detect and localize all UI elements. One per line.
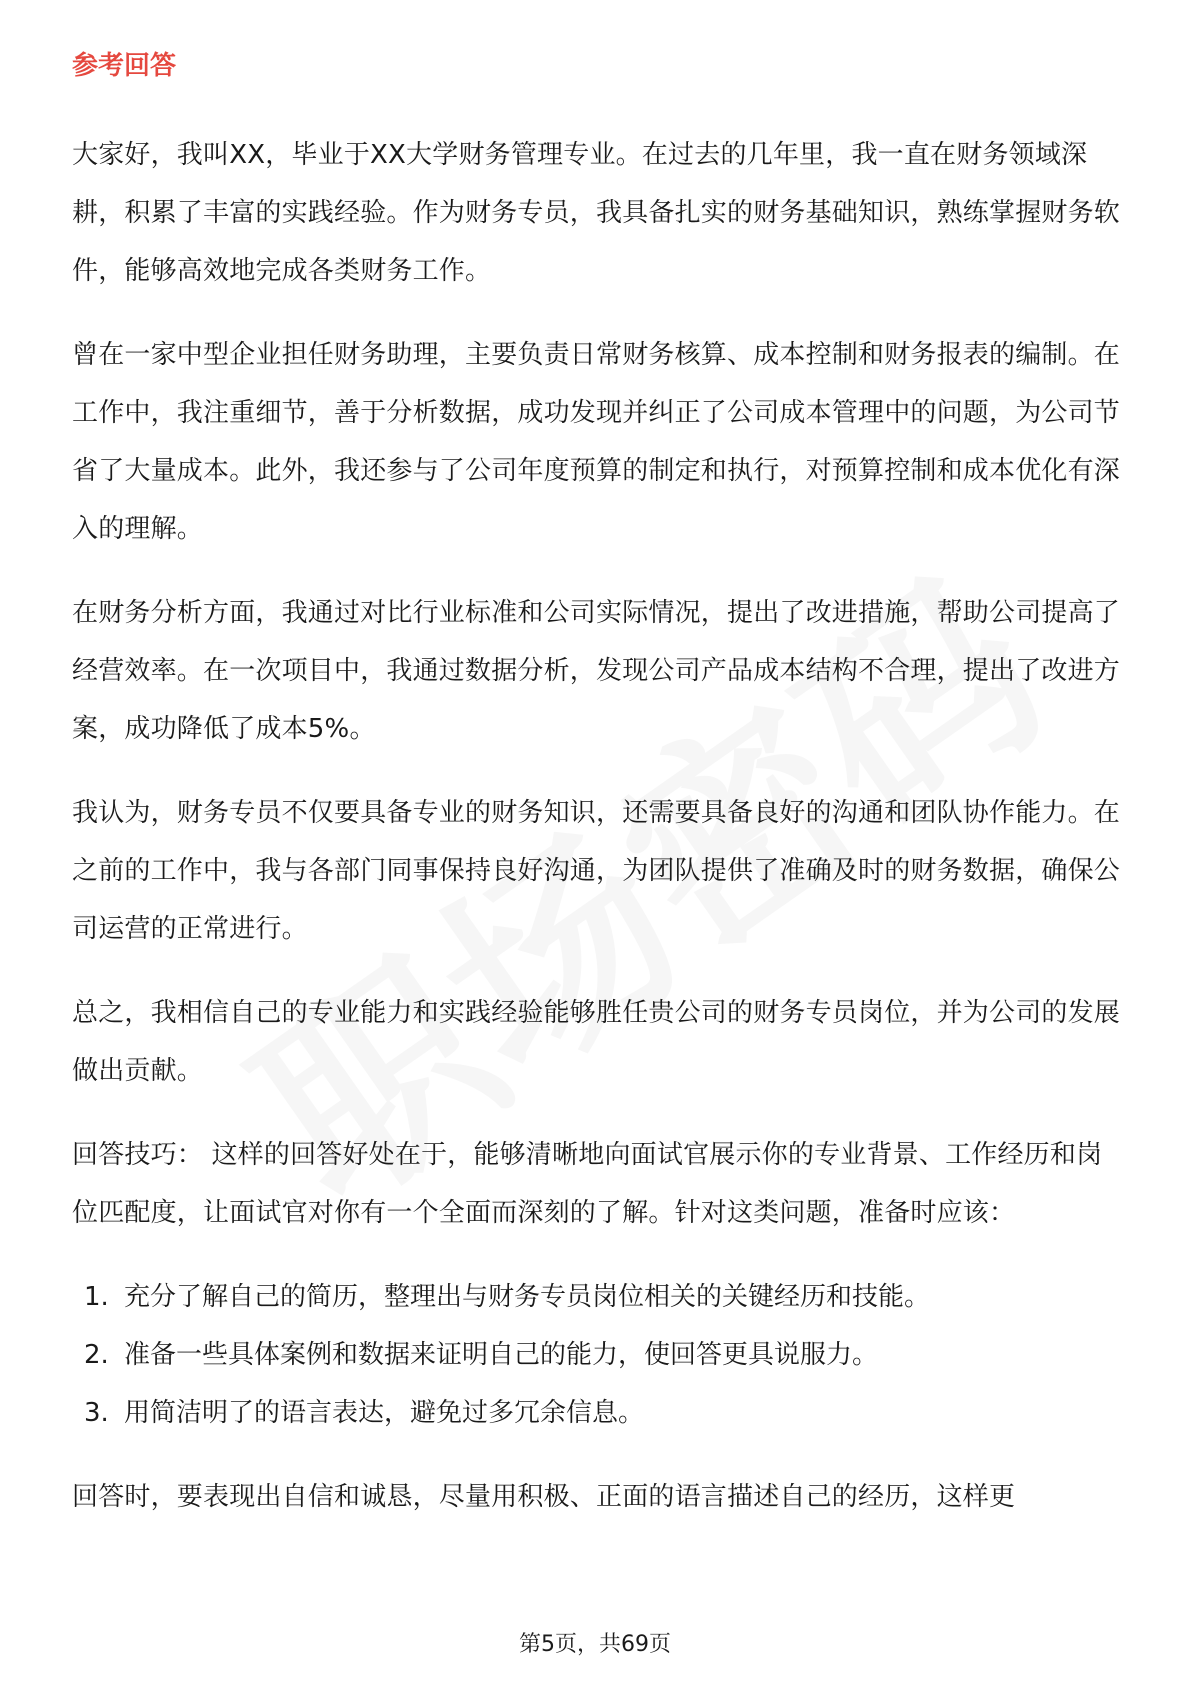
list-item (84, 1326, 1122, 1384)
list-item-number: 2. (84, 1340, 109, 1370)
list-item-text: 用简洁明了的语言表达，避免过多冗余信息。 (124, 1398, 645, 1428)
tips-list (72, 1268, 1122, 1442)
list-item-number: 1. (84, 1282, 109, 1312)
paragraph-tips: 回答技巧： 这样的回答好处在于，能够清晰地向面试官展示你的专业背景、工作经历和岗位匹配度，让面试官对你有一个全面而深刻的了解。针对这类问题，准备时应该： (72, 1140, 1103, 1228)
document-page (72, 48, 1122, 1552)
list-item (84, 1384, 1122, 1442)
section-title: 参考回答 (72, 51, 177, 81)
paragraph-closing: 回答时，要表现出自信和诚恳，尽量用积极、正面的语言描述自己的经历，这样更 (72, 1482, 1016, 1512)
list-item (84, 1268, 1122, 1326)
paragraph-analysis: 在财务分析方面，我通过对比行业标准和公司实际情况，提出了改进措施，帮助公司提高了经营效率。在一次项目中，我通过数据分析，发现公司产品成本结构不合理，提出了改进方案，成功降低了成本5%。 (72, 598, 1121, 744)
paragraph-intro: 大家好，我叫XX，毕业于XX大学财务管理专业。在过去的几年里，我一直在财务领域深耕，积累了丰富的实践经验。作为财务专员，我具备扎实的财务基础知识，熟练掌握财务软件，能够高效地完成各类财务工作。 (72, 140, 1121, 286)
paragraph-communication: 我认为，财务专员不仅要具备专业的财务知识，还需要具备良好的沟通和团队协作能力。在之前的工作中，我与各部门同事保持良好沟通，为团队提供了准确及时的财务数据，确保公司运营的正常进行。 (72, 798, 1121, 944)
list-item-text: 准备一些具体案例和数据来证明自己的能力，使回答更具说服力。 (124, 1340, 879, 1370)
list-item-number: 3. (84, 1398, 109, 1428)
page-number: 第5页，共69页 (519, 1632, 671, 1657)
paragraph-experience: 曾在一家中型企业担任财务助理，主要负责日常财务核算、成本控制和财务报表的编制。在工作中，我注重细节，善于分析数据，成功发现并纠正了公司成本管理中的问题，为公司节省了大量成本。此外，我还参与了公司年度预算的制定和执行，对预算控制和成本优化有深入的理解。 (72, 340, 1121, 544)
paragraph-summary: 总之，我相信自己的专业能力和实践经验能够胜任贵公司的财务专员岗位，并为公司的发展做出贡献。 (72, 998, 1121, 1086)
list-item-text: 充分了解自己的简历，整理出与财务专员岗位相关的关键经历和技能。 (124, 1282, 931, 1312)
